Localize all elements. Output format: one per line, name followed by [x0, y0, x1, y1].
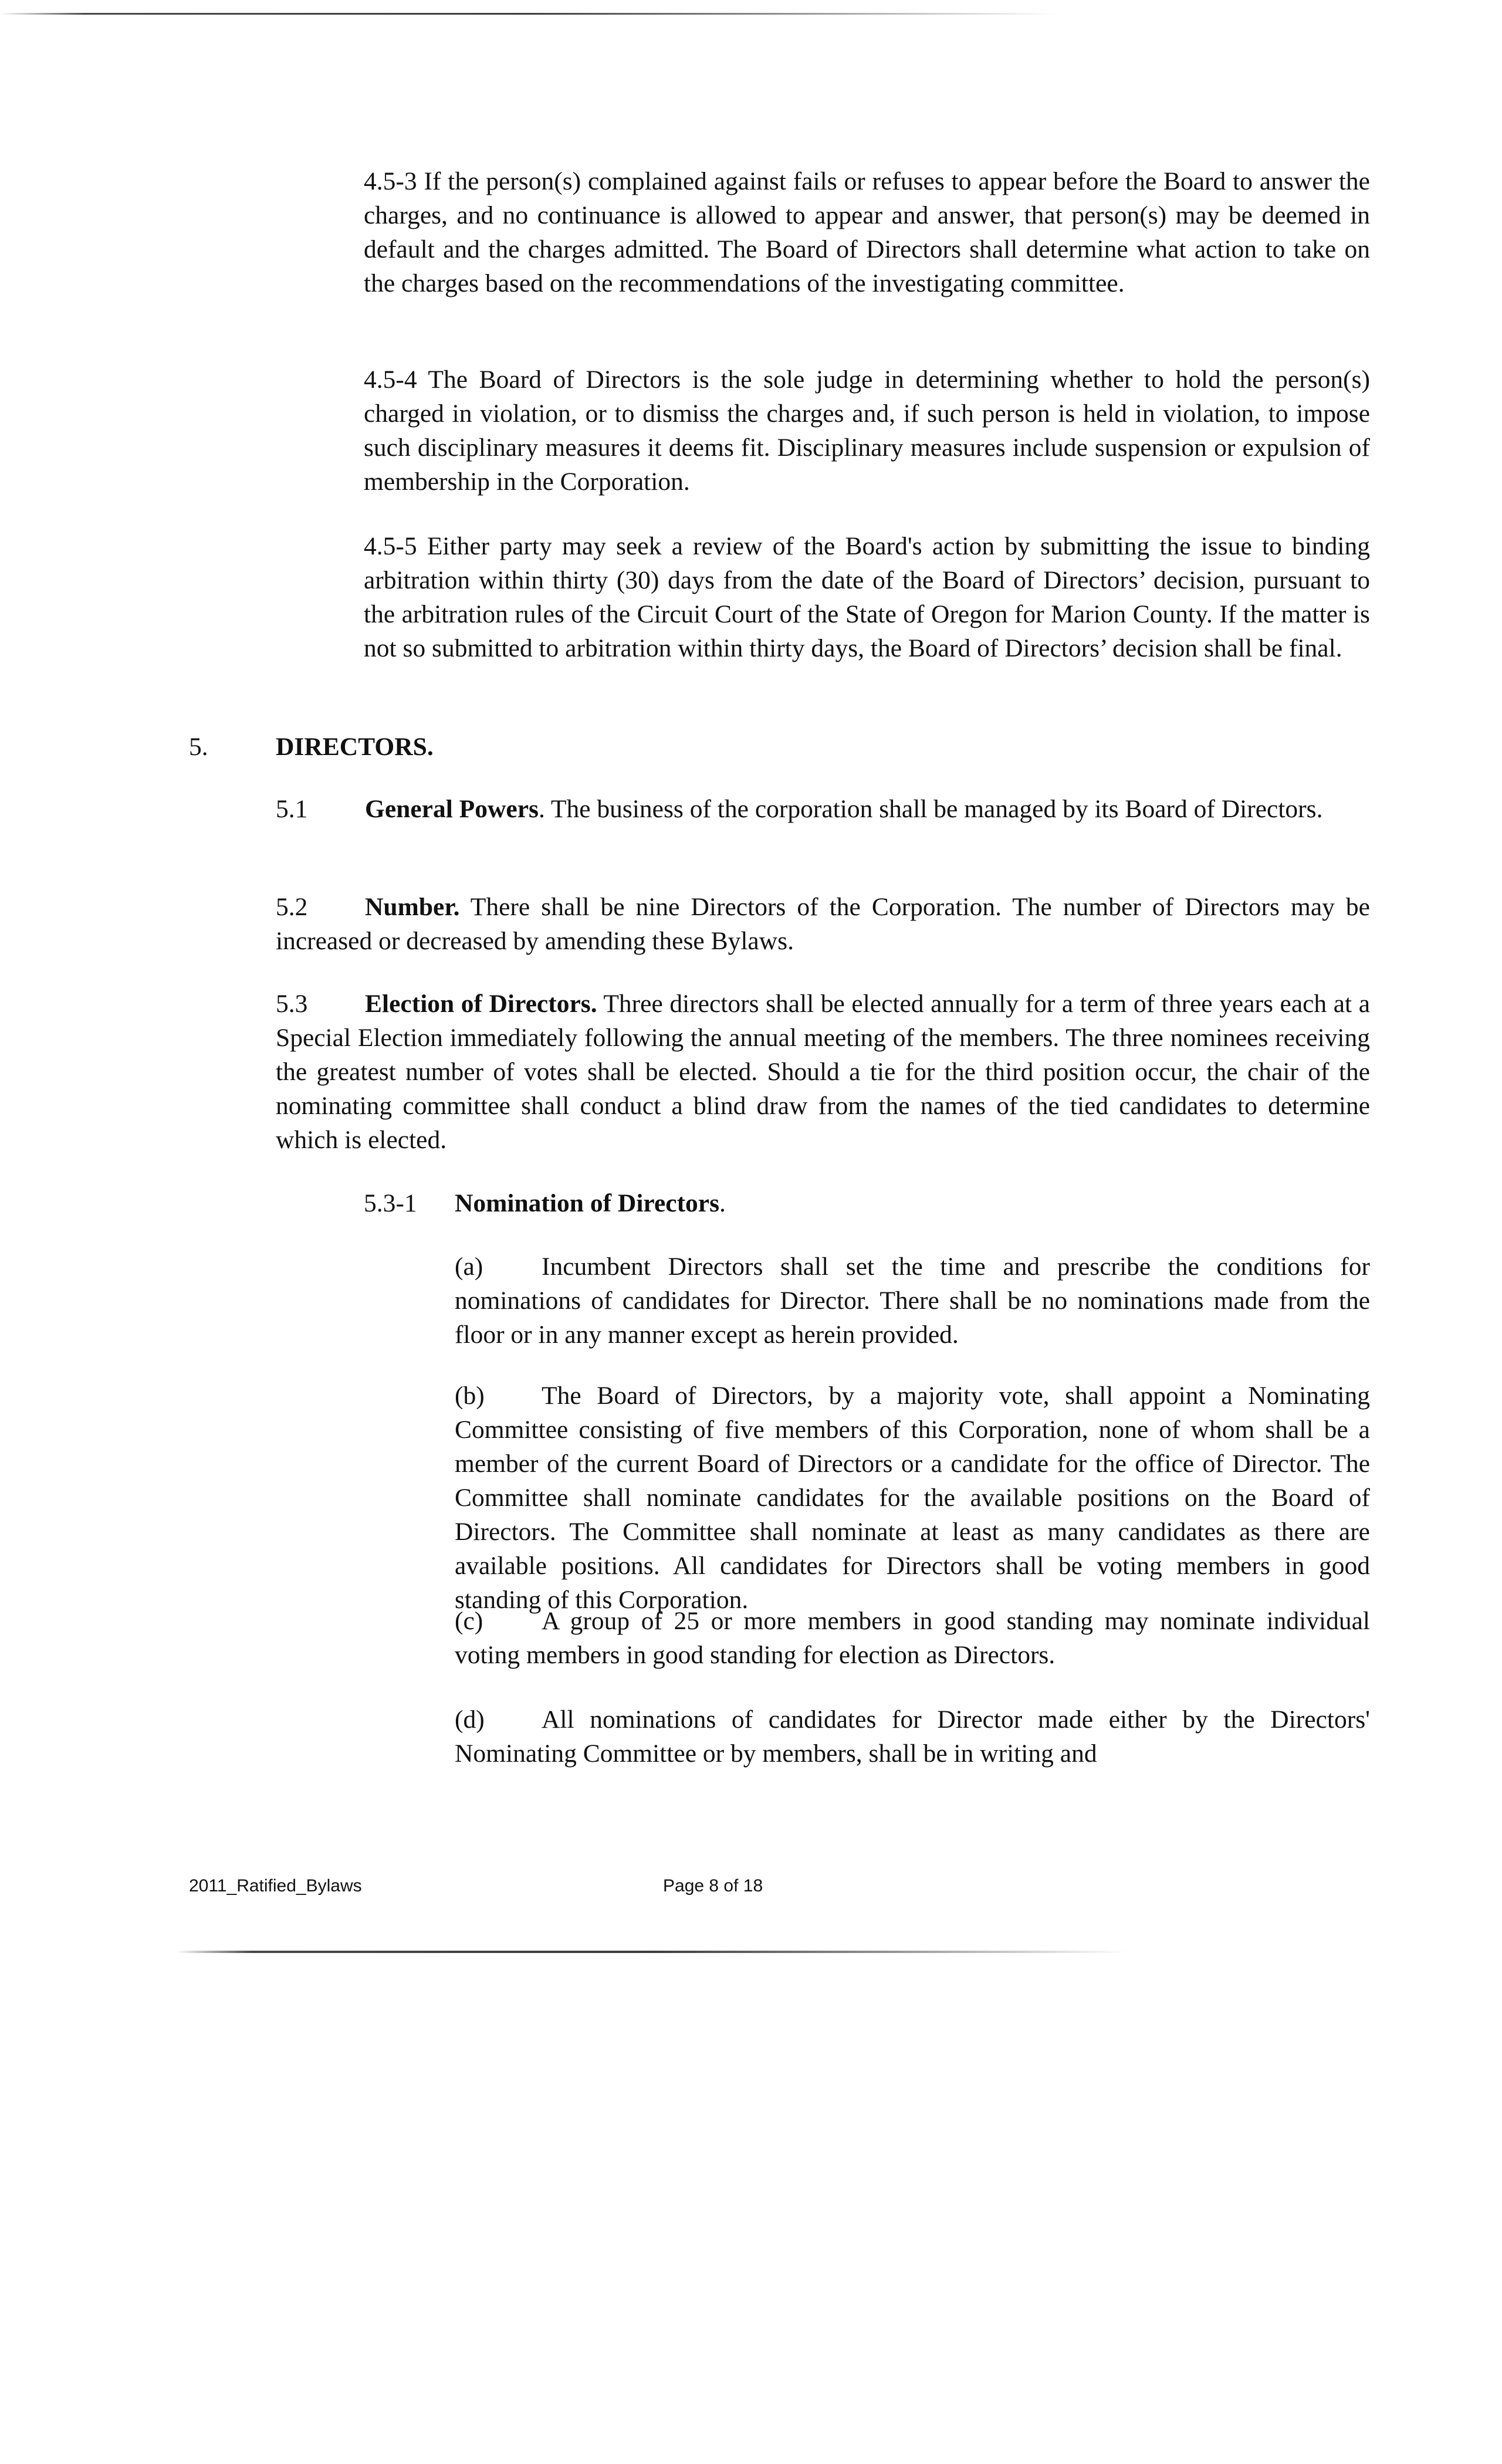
footer-page-number: Page 8 of 18 [663, 1876, 763, 1896]
clause-heading: General Powers [365, 795, 539, 823]
paragraph-5-1 [276, 792, 1370, 826]
section-5-number: 5. [189, 733, 208, 761]
scan-edge-bottom [176, 1951, 1126, 1953]
paragraph-5-3 [276, 987, 1370, 1157]
paragraph-4-5-3: 4.5-3 If the person(s) complained against fails or refuses to appear before the Board to answer the charges, and no continuance is allowed to appear and answer, that person(s) may be deemed in default and the charges admitted. The Board of Directors shall determine what action to take on the charges based on the recommendations of the investigating committee. [364, 167, 1370, 297]
clause-number: 5.2 [276, 893, 308, 921]
scan-edge-top [0, 13, 1056, 15]
sub-item-b [455, 1379, 1370, 1617]
sub-item-text: All nominations of candidates for Director made either by the Directors' Nominating Committee or by members, shall be in writing and [455, 1705, 1370, 1768]
clause-heading: Number. [365, 893, 460, 921]
sub-item-label: (d) [455, 1705, 485, 1734]
paragraph-4-5-4: 4.5-4 The Board of Directors is the sole judge in determining whether to hold the person(s) charged in violation, or to dismiss the charges and, if such person is held in violation, to impose such disciplinary measures it deems fit. Disciplinary measures include suspension or expulsion of membership in the Corporation. [364, 365, 1370, 496]
clause-text: . [719, 1189, 726, 1217]
footer-filename: 2011_Ratified_Bylaws [189, 1876, 362, 1896]
sub-item-text: The Board of Directors, by a majority vote, shall appoint a Nominating Committee consisting of five members of this Corporation, none of whom shall be a member of the current Board of Directors or a candidate for the office of Director. The Committee shall nominate candidates for the available positions on the Board of Directors. The Committee shall nominate at least as many candidates as there are available positions. All candidates for Directors shall be voting members in good standing of this Corporation. [455, 1382, 1370, 1614]
clause-number: 5.3-1 [364, 1189, 417, 1217]
sub-item-text: Incumbent Directors shall set the time and prescribe the conditions for nominations of candidates for Director. There shall be no nominations made from the floor or in any manner except as herein provided. [455, 1253, 1370, 1349]
section-5-title: DIRECTORS. [276, 733, 434, 761]
paragraph-4-5-5: 4.5-5 Either party may seek a review of the Board's action by submitting the issue to binding arbitration within thirty (30) days from the date of the Board of Directors’ decision, pursuant to the arbitration rules of the Circuit Court of the State of Oregon for Marion County. If the matter is not so submitted to arbitration within thirty days, the Board of Directors’ decision shall be final. [364, 532, 1370, 662]
clause-text: . The business of the corporation shall be managed by its Board of Directors. [538, 795, 1323, 823]
clause-number: 5.1 [276, 795, 308, 823]
paragraph-5-2 [276, 890, 1370, 958]
paragraph-5-3-1 [364, 1186, 1370, 1220]
sub-item-label: (a) [455, 1253, 483, 1281]
sub-item-a [455, 1250, 1370, 1352]
sub-item-c [455, 1604, 1370, 1672]
clause-heading: Nomination of Directors [455, 1189, 720, 1217]
clause-text: Three directors shall be elected annually for a term of three years each at a Special Election immediately following the annual meeting of the members. The three nominees receiving the greatest number of votes shall be elected. Should a tie for the third position occur, the chair of the nominating committee shall conduct a blind draw from the names of the tied candidates to determine which is elected. [276, 990, 1371, 1154]
sub-item-label: (b) [455, 1382, 485, 1410]
clause-heading: Election of Directors. [365, 990, 597, 1018]
sub-item-d [455, 1703, 1370, 1771]
clause-text: There shall be nine Directors of the Corporation. The number of Directors may be increased or decreased by amending these Bylaws. [276, 893, 1370, 955]
clause-number: 5.3 [276, 990, 308, 1018]
sub-item-label: (c) [455, 1607, 483, 1635]
sub-item-text: A group of 25 or more members in good standing may nominate individual voting members in good standing for election as Directors. [455, 1607, 1370, 1669]
